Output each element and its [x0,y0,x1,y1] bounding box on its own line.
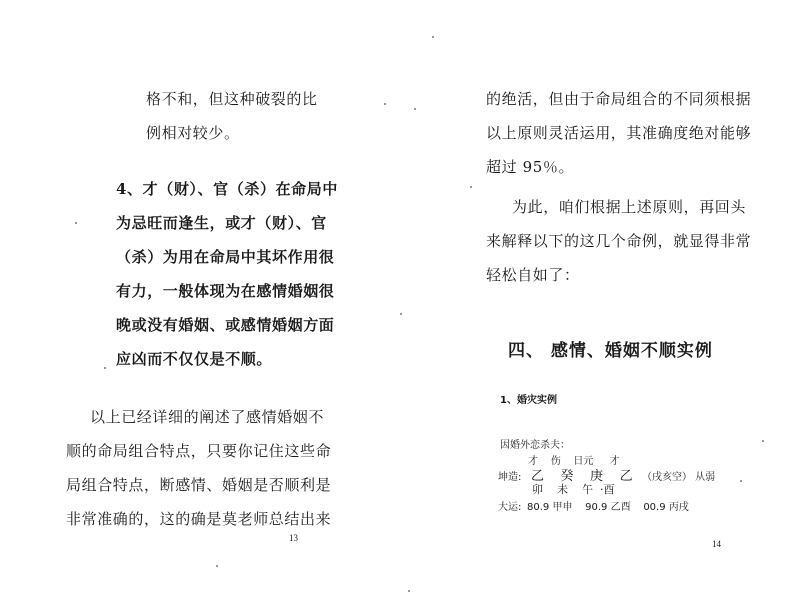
text-line: 来解释以下的这几个命例，就显得非常 [486,232,752,250]
text-line: 为此，咱们根据上述原则，再回头 [512,198,747,216]
scan-speck [470,186,472,188]
heavenly-stems: 乙 癸 庚 乙 [531,469,633,484]
text-line: （杀）为用在命局中其坏作用很 [116,248,335,266]
page-number: 14 [712,539,721,549]
scan-speck [432,36,434,38]
scan-speck [216,565,218,567]
left-paragraph-2 [116,172,338,376]
scan-speck [400,313,402,315]
text-line: 的绝活，但由于命局组合的不同须根据 [486,90,752,108]
text-line: 4、才（财）、官（杀）在命局中 [116,180,338,198]
example-caption: 因婚外恋杀夫： [500,440,570,451]
scan-speck [414,108,416,110]
text-line: 例相对较少。 [146,124,240,142]
page-number: 13 [289,533,298,543]
left-page [0,0,396,598]
right-page [396,0,793,598]
stems-note: （戌亥空） 从弱 [642,472,716,483]
text-line: 局组合特点，断感情、婚姻是否顺利是 [66,476,332,494]
text-line: 以上已经详细的阐述了感情婚姻不 [90,408,325,426]
left-paragraph-3 [66,400,331,536]
text-line: 以上原则灵活运用，其准确度绝对能够 [486,124,752,142]
scan-speck [384,103,386,105]
scan-speck [408,590,410,592]
scan-speck [762,440,764,442]
text-line: 应凶而不仅仅是不顺。 [116,350,273,368]
text-line: 非常准确的，这的确是莫老师总结出来 [66,510,332,528]
scan-speck [740,480,742,482]
scan-speck [75,222,77,224]
scan-speck [104,367,106,369]
ten-gods-row: 才 伤 日元 才 [528,456,620,467]
stems-label: 坤造: [498,472,522,483]
text-line: 格不和，但这种破裂的比 [146,90,318,108]
left-paragraph-1 [146,82,318,150]
section-heading: 四、 感情、婚姻不顺实例 [508,341,713,361]
text-line: 晚或没有婚姻、或感情婚姻方面 [116,316,335,334]
example-title: 1、婚灾实例 [500,395,557,406]
earthly-branches: 卯 未 午 ·酉 [532,483,615,496]
text-line: 顺的命局组合特点，只要你记住这些命 [66,442,332,460]
text-line: 超过 95％。 [486,158,575,176]
text-line: 轻松自如了： [486,266,580,284]
dayun-values: 80.9 甲申 90.9 乙酉 00.9 丙戌 [527,502,689,513]
text-line: 有力，一般体现为在感情婚姻很 [116,282,335,300]
right-paragraph-2 [486,190,751,292]
dayun-label: 大运: [498,502,522,513]
right-paragraph-1 [486,82,751,184]
text-line: 为忌旺而逢生，或才（财）、官 [116,214,327,232]
